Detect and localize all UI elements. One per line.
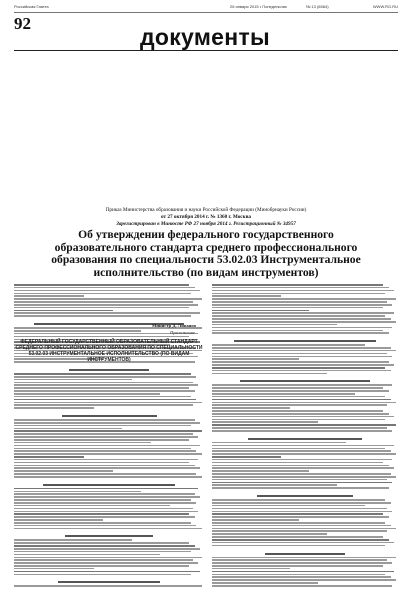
subheading-line: [265, 553, 345, 555]
paragraph-gap: [212, 335, 398, 338]
text-line: [14, 315, 191, 317]
text-line: [14, 445, 200, 447]
subheading-line: [62, 415, 157, 417]
text-line: [212, 545, 385, 547]
text-line: [14, 287, 195, 289]
text-line: [212, 499, 385, 501]
text-line: [212, 571, 394, 573]
text-line: [14, 516, 195, 518]
text-line: [212, 525, 391, 527]
article-column-right: [212, 284, 398, 588]
paper-name: Российская Газета: [14, 4, 49, 9]
text-line: [212, 479, 387, 481]
paragraph-gap: [14, 364, 204, 367]
text-line: [212, 424, 396, 426]
appendix-label: Приложение: [170, 330, 196, 335]
text-line: [14, 404, 193, 406]
text-line: [212, 513, 383, 515]
text-line: [14, 382, 193, 384]
website: WWW.RG.RU: [372, 4, 398, 9]
text-line: [212, 511, 392, 513]
text-line: [14, 384, 198, 386]
text-line: [212, 505, 365, 507]
text-line: [14, 428, 122, 430]
text-line: [212, 539, 389, 541]
text-line: [14, 336, 189, 338]
text-line: [14, 571, 200, 573]
text-line: [14, 473, 196, 475]
text-line: [212, 467, 394, 469]
text-line: [212, 557, 396, 559]
text-line: [14, 330, 141, 332]
text-line: [212, 298, 396, 300]
text-line: [14, 450, 196, 452]
text-line: [212, 536, 383, 538]
text-line: [212, 373, 327, 375]
text-line: [212, 442, 346, 444]
subheading-line: [65, 535, 152, 537]
subheading-line: [240, 380, 370, 382]
paragraph-gap: [14, 576, 204, 579]
text-line: [212, 470, 309, 472]
text-line: [212, 533, 327, 535]
text-line: [14, 493, 195, 495]
text-line: [14, 304, 198, 306]
masthead: [14, 3, 398, 13]
text-line: [212, 384, 392, 386]
text-line: [212, 582, 318, 584]
text-line: [14, 298, 202, 300]
text-line: [14, 519, 103, 521]
text-line: [212, 430, 392, 432]
text-line: [212, 427, 387, 429]
text-line: [14, 502, 196, 504]
text-line: [212, 568, 290, 570]
text-line: [212, 416, 394, 418]
text-line: [14, 307, 189, 309]
text-line: [14, 548, 200, 550]
text-line: [212, 295, 281, 297]
paragraph-gap: [212, 548, 398, 551]
text-line: [14, 376, 196, 378]
text-line: [14, 453, 202, 455]
text-line: [212, 321, 396, 323]
section-heading: документы: [140, 24, 270, 50]
text-line: [14, 488, 198, 490]
text-line: [212, 502, 391, 504]
text-line: [14, 467, 200, 469]
subheading-line: [58, 581, 161, 583]
paragraph-gap: [212, 490, 398, 493]
text-line: [212, 413, 389, 415]
text-line: [14, 456, 84, 458]
text-line: [212, 293, 385, 295]
text-line: [212, 484, 337, 486]
text-line: [212, 312, 394, 314]
decree-number: от 27 октября 2014 г. № 1360 г. Москва: [161, 214, 251, 220]
text-line: [14, 293, 191, 295]
text-line: [212, 542, 394, 544]
text-line: [14, 422, 200, 424]
text-line: [212, 453, 396, 455]
text-line: [14, 436, 198, 438]
text-line: [212, 482, 392, 484]
paragraph-gap: [14, 530, 204, 533]
text-line: [212, 307, 383, 309]
text-line: [14, 373, 191, 375]
text-line: [212, 473, 391, 475]
text-line: [14, 554, 160, 556]
text-line: [14, 387, 189, 389]
text-line: [14, 459, 198, 461]
text-line: [212, 519, 299, 521]
text-line: [212, 487, 389, 489]
text-line: [212, 347, 391, 349]
text-line: [212, 287, 389, 289]
subheading-line: [257, 495, 354, 497]
text-line: [14, 301, 193, 303]
text-line: [14, 508, 193, 510]
text-line: [14, 585, 202, 587]
text-line: [212, 528, 396, 530]
text-line: [212, 390, 389, 392]
text-line: [14, 462, 189, 464]
text-line: [212, 332, 389, 334]
text-line: [212, 445, 394, 447]
text-line: [14, 496, 200, 498]
text-line: [14, 528, 202, 530]
text-line: [14, 574, 191, 576]
text-line: [14, 425, 191, 427]
text-line: [212, 356, 392, 358]
text-line: [14, 539, 132, 541]
text-line: [212, 350, 396, 352]
issue-number: № 13 (6584): [306, 4, 329, 9]
text-line: [14, 396, 191, 398]
text-line: [212, 465, 389, 467]
text-line: [14, 379, 132, 381]
text-line: [14, 284, 189, 286]
paragraph-gap: [14, 410, 204, 413]
text-line: [14, 559, 193, 561]
text-line: [212, 284, 383, 286]
text-line: [212, 522, 385, 524]
text-line: [14, 439, 189, 441]
text-line: [212, 419, 385, 421]
page-number: 92: [14, 14, 31, 33]
text-line: [14, 491, 141, 493]
text-line: [14, 430, 202, 432]
text-line: [14, 433, 193, 435]
text-line: [212, 404, 387, 406]
decree-title: Об утверждении федерального государственного образовательного стандарта среднего профессионального образования по специальности 53.02.03 Инструментальное исполнительство (по видам инструментов): [51, 228, 361, 279]
text-line: [212, 310, 309, 312]
text-line: [14, 470, 113, 472]
text-line: [212, 387, 383, 389]
text-line: [212, 367, 385, 369]
text-line: [14, 310, 113, 312]
paragraph-gap: [212, 375, 398, 378]
text-line: [14, 522, 191, 524]
issue-date: 26 января 2015 • Понедельник: [230, 4, 287, 9]
text-line: [212, 370, 391, 372]
text-line: [212, 318, 391, 320]
minister-signature: Министр Д. Ливанов: [152, 323, 196, 328]
text-line: [212, 574, 385, 576]
text-line: [212, 585, 392, 587]
text-line: [14, 407, 94, 409]
text-line: [14, 545, 195, 547]
text-line: [212, 516, 389, 518]
text-line: [14, 465, 195, 467]
text-line: [14, 442, 151, 444]
paragraph-gap: [14, 318, 204, 321]
text-line: [212, 330, 383, 332]
text-line: [212, 459, 392, 461]
text-line: [212, 576, 391, 578]
text-line: [14, 525, 196, 527]
paragraph-gap: [212, 433, 398, 436]
text-line: [14, 562, 198, 564]
text-line: [212, 579, 396, 581]
text-line: [212, 396, 385, 398]
text-line: [212, 361, 389, 363]
text-line: [212, 476, 396, 478]
text-line: [14, 551, 191, 553]
text-line: [212, 399, 391, 401]
text-line: [212, 324, 337, 326]
text-line: [14, 390, 195, 392]
text-line: [212, 530, 387, 532]
text-line: [14, 568, 94, 570]
text-line: [212, 304, 392, 306]
text-line: [14, 542, 189, 544]
text-line: [212, 364, 394, 366]
decree-issuer: Приказ Министерства образования и науки Российской Федерации (Минобрнауки России): [105, 207, 307, 213]
text-line: [14, 557, 202, 559]
text-line: [212, 508, 387, 510]
text-line: [14, 290, 200, 292]
text-line: [14, 499, 191, 501]
decree-registration: Зарегистрирован в Минюсте РФ 27 ноября 2014 г. Регистрационный № 34957: [116, 221, 296, 227]
text-line: [212, 565, 383, 567]
text-line: [212, 562, 392, 564]
text-line: [212, 407, 290, 409]
text-line: [212, 450, 391, 452]
text-line: [14, 476, 202, 478]
text-line: [212, 353, 387, 355]
text-line: [14, 513, 189, 515]
text-line: [212, 456, 281, 458]
standard-title: ФЕДЕРАЛЬНЫЙ ГОСУДАРСТВЕННЫЙ ОБРАЗОВАТЕЛЬНЫЙ СТАНДАРТ СРЕДНЕГО ПРОФЕССИОНАЛЬНОГО ОБРАЗОВАНИЯ ПО СПЕЦИАЛЬНОСТИ 53.02.03 ИНСТРУМЕНТАЛЬНОЕ ИСПОЛНИТЕЛЬСТВО (ПО ВИДАМ ИНСТРУМЕНТОВ): [15, 339, 203, 363]
text-line: [212, 559, 387, 561]
section-rule: [14, 50, 398, 51]
text-line: [212, 402, 396, 404]
text-line: [212, 358, 299, 360]
text-line: [212, 301, 387, 303]
paragraph-gap: [14, 479, 204, 482]
text-line: [14, 312, 200, 314]
text-line: [14, 565, 189, 567]
text-line: [212, 448, 385, 450]
text-line: [212, 327, 392, 329]
subheading-line: [234, 340, 375, 342]
text-line: [212, 393, 355, 395]
text-line: [14, 448, 191, 450]
text-line: [14, 295, 84, 297]
subheading-line: [248, 438, 361, 440]
text-line: [14, 393, 160, 395]
text-line: [212, 344, 365, 346]
text-line: [212, 421, 318, 423]
text-line: [212, 315, 385, 317]
text-line: [212, 462, 383, 464]
text-line: [14, 402, 202, 404]
text-line: [212, 290, 394, 292]
text-line: [14, 399, 196, 401]
subheading-line: [43, 484, 174, 486]
subheading-line: [69, 369, 149, 371]
text-line: [14, 511, 198, 513]
text-line: [212, 410, 383, 412]
text-line: [14, 505, 170, 507]
text-line: [14, 419, 195, 421]
